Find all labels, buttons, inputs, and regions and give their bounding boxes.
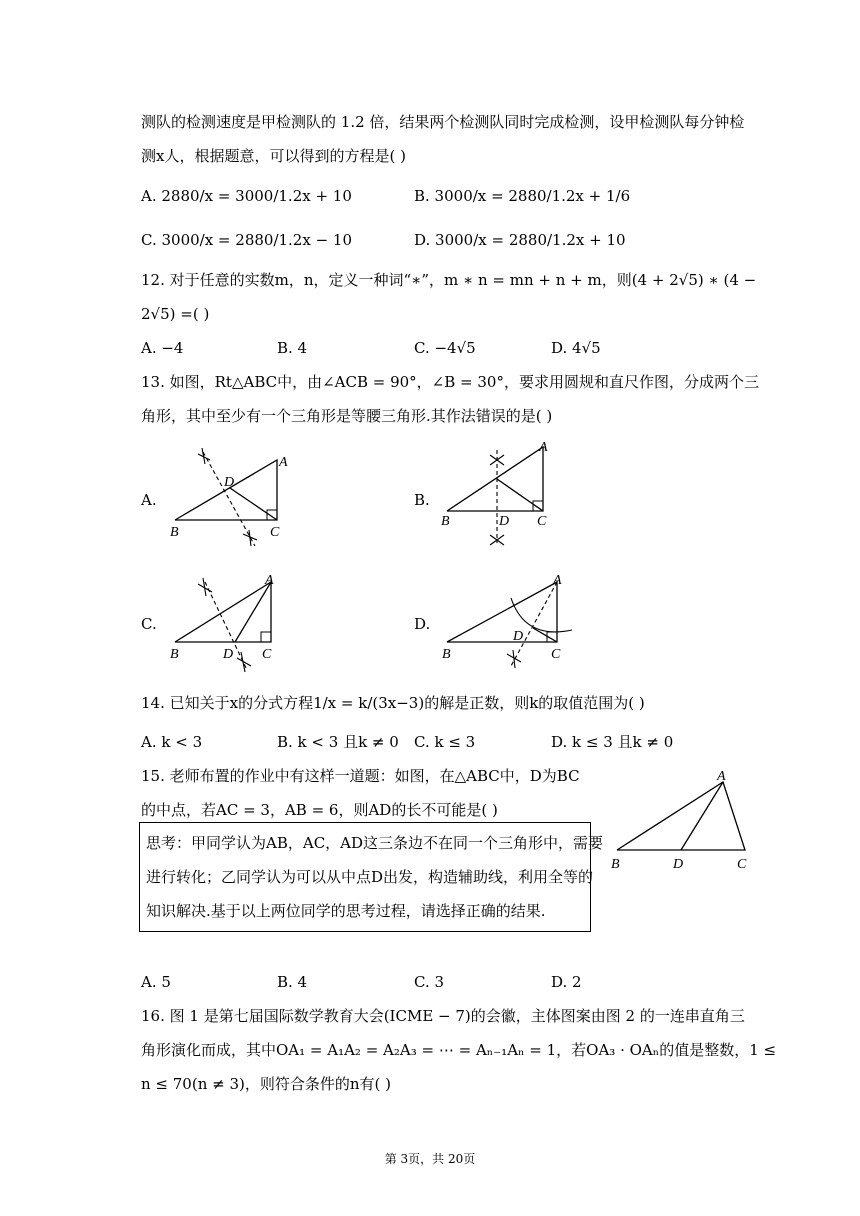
fig-c-label-d: D xyxy=(223,647,234,662)
q12-option-d: D. 4√5 xyxy=(551,339,601,357)
q14-option-d: D. k ≤ 3 且k ≠ 0 xyxy=(551,733,674,751)
fig-a-label-a: A xyxy=(279,455,288,470)
q11-option-d: D. 3000/x = 2880/1.2x + 10 xyxy=(414,231,626,249)
q13-text-line1: 13. 如图，Rt△ABC中，由∠ACB = 90°，∠B = 30°，要求用圆规和直尺作图，分成两个三 xyxy=(141,373,759,391)
q12-option-a: A. −4 xyxy=(141,339,184,357)
q14-option-b: B. k < 3 且k ≠ 0 xyxy=(277,733,399,751)
q15-fig-label-c: C xyxy=(737,857,747,872)
fig-c-label-b: B xyxy=(170,647,179,662)
q13-option-a-label: A. xyxy=(141,491,157,509)
q12-option-b: B. 4 xyxy=(277,339,308,357)
q11-option-b: B. 3000/x = 2880/1.2x + 1/6 xyxy=(414,187,631,205)
fig-b-label-b: B xyxy=(441,514,450,529)
fig-c-label-c: C xyxy=(262,647,272,662)
q15-think-line2: 进行转化；乙同学认为可以从中点D出发，构造辅助线，利用全等的 xyxy=(146,868,594,886)
q15-text-line2: 的中点，若AC = 3，AB = 6，则AD的长不可能是( ) xyxy=(141,801,498,819)
q14-option-c: C. k ≤ 3 xyxy=(414,733,476,751)
fig-b-label-a: A xyxy=(539,440,548,455)
fig-a-label-d: D xyxy=(224,475,235,490)
q13-figure-b xyxy=(437,435,567,559)
q12-text-line1: 12. 对于任意的实数m，n，定义一种词“∗”，m ∗ n = mn + n + m，则(4 + 2√5) ∗ (4 − xyxy=(141,271,757,289)
q11-option-c: C. 3000/x = 2880/1.2x − 10 xyxy=(141,231,353,249)
q15-fig-label-b: B xyxy=(611,857,620,872)
q11-text-line1: 测队的检测速度是甲检测队的 1.2 倍，结果两个检测队同时完成检测，设甲检测队每分钟检 xyxy=(141,113,745,131)
q15-option-a: A. 5 xyxy=(141,973,171,991)
q11-text-line2: 测x人，根据题意，可以得到的方程是( ) xyxy=(141,147,406,165)
q15-fig-label-d: D xyxy=(673,857,684,872)
q16-text-line1: 16. 图 1 是第七届国际数学教育大会(ICME − 7)的会徽，主体图案由图 2 的一连串直角三 xyxy=(141,1007,745,1025)
q15-text-line1: 15. 老师布置的作业中有这样一道题：如图，在△ABC中，D为BC xyxy=(141,767,580,785)
q13-option-b-label: B. xyxy=(414,491,430,509)
q15-think-line1: 思考：甲同学认为AB，AC，AD这三条边不在同一个三角形中，需要 xyxy=(146,834,604,852)
q12-option-c: C. −4√5 xyxy=(414,339,476,357)
q13-figure-a xyxy=(165,440,295,559)
fig-c-label-a: A xyxy=(265,573,274,588)
q15-think-line3: 知识解决.基于以上两位同学的思考过程，请选择正确的结果. xyxy=(146,902,546,920)
fig-d-label-c: C xyxy=(551,647,561,662)
q16-text-line2: 角形演化而成，其中OA₁ = A₁A₂ = A₂A₃ = ⋯ = Aₙ₋₁Aₙ = 1，若OA₃ · OAₙ的值是整数，1 ≤ xyxy=(141,1041,777,1059)
fig-b-label-d: D xyxy=(499,514,510,529)
q13-figure-d xyxy=(437,570,577,684)
q15-option-c: C. 3 xyxy=(414,973,445,991)
fig-a-label-c: C xyxy=(270,525,280,540)
page-footer: 第 3页，共 20页 xyxy=(384,1152,476,1166)
q14-text-line1: 14. 已知关于x的分式方程1/x = k/(3x−3)的解是正数，则k的取值范围为( ) xyxy=(141,694,645,712)
q16-text-line3: n ≤ 70(n ≠ 3)，则符合条件的n有( ) xyxy=(141,1075,391,1093)
q13-option-c-label: C. xyxy=(141,615,157,633)
q13-figure-c xyxy=(165,570,295,684)
q13-text-line2: 角形，其中至少有一个三角形是等腰三角形.其作法错误的是( ) xyxy=(141,407,553,425)
fig-a-label-b: B xyxy=(170,525,179,540)
q15-fig-label-a: A xyxy=(717,769,726,784)
q13-option-d-label: D. xyxy=(414,615,431,633)
q12-text-line2: 2√5) =( ) xyxy=(141,305,210,323)
q14-option-a: A. k < 3 xyxy=(141,733,203,751)
fig-d-label-a: A xyxy=(553,573,562,588)
fig-d-label-d: D xyxy=(513,629,524,644)
q15-thinking-box xyxy=(139,822,604,932)
q15-figure xyxy=(605,762,755,881)
q11-option-a: A. 2880/x = 3000/1.2x + 10 xyxy=(141,187,352,205)
fig-b-label-c: C xyxy=(537,514,547,529)
fig-d-label-b: B xyxy=(442,647,451,662)
q15-option-d: D. 2 xyxy=(551,973,582,991)
q15-option-b: B. 4 xyxy=(277,973,308,991)
